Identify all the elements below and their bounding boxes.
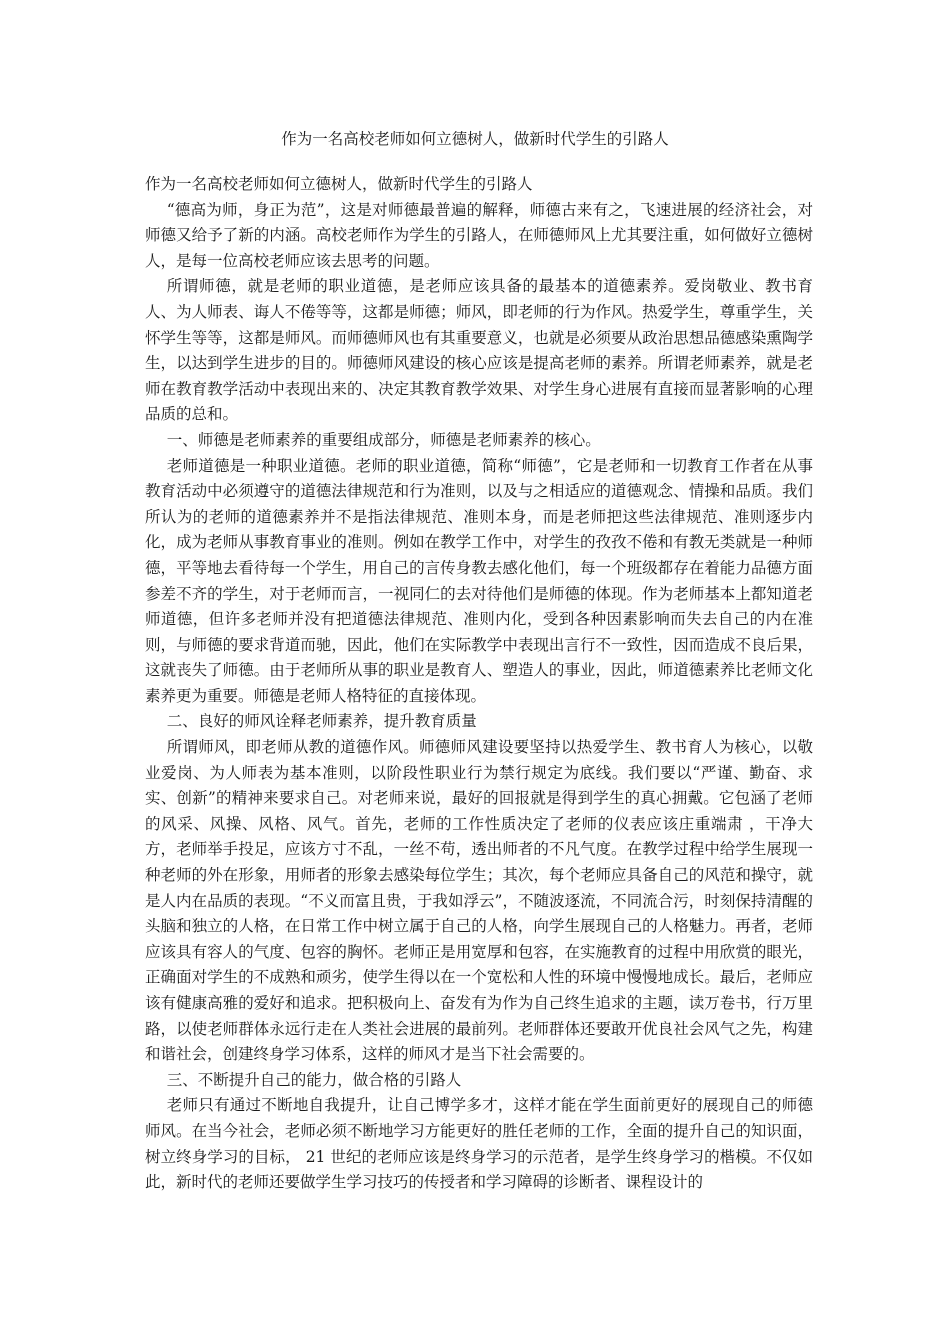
paragraph-subtitle: 作为一名高校老师如何立德树人，做新时代学生的引路人 [145, 175, 533, 193]
section-heading-3: 三、不断提升自己的能力，做合格的引路人 [166, 1070, 462, 1089]
paragraph-section-1: 老师道德是一种职业道德。老师的职业道德，简称“师德”，它是老师和一切教育工作者在从事教育活动中必须遵守的道德法律规范和行为准则，以及与之相适应的道德观念、情操和品质。我们所认为的老师的道德素养并不是指法律规范、准则本身，而是老师把这些法律规范、准则逐步内化，成为老师从事教育事业的准则。例如在教学工作中，对学生的孜孜不倦和有教无类就是一种师德，平等地去看待每一个学生，用自己的言传身教去感化他们，每一个班级都存在着能力品德方面参差不齐的学生，对于老师而言，一视同仁的去对待他们是师德的体现。作为老师基本上都知道老师道德，但许多老师并没有把道德法律规范、准则内化，受到各种因素影响而失去自己的内在准则，与师德的要求背道而驰，因此，他们在实际教学中表现出言行不一致性，因而造成不良后果，这就丧失了师德。由于老师所从事的职业是教育人、塑造人的事业，因此，师道德素养比老师文化素养更为重要。师德是老师人格特征的直接体现。 [145, 456, 813, 705]
paragraph-intro: “德高为师，身正为范”，这是对师德最普遍的解释，师德古来有之，飞速进展的经济社会，对师德又给予了新的内涵。高校老师作为学生的引路人，在师德师风上尤其要注重，如何做好立德树人，是每一位高校老师应该去思考的问题。 [145, 200, 813, 270]
section-heading-2: 二、良好的师风诠释老师素养，提升教育质量 [166, 712, 477, 731]
document-title: 作为一名高校老师如何立德树人，做新时代学生的引路人 [281, 130, 669, 148]
paragraph-section-3: 老师只有通过不断地自我提升，让自己博学多才，这样才能在学生面前更好的展现自己的师德师风。在当今社会，老师必须不断地学习方能更好的胜任老师的工作，全面的提升自己的知识面，树立终身学习的目标， 21 世纪的老师应该是终身学习的示范者，是学生终身学习的楷模。不仅如此，新时代的老师还要做学生学习技巧的传授者和学习障碍的诊断者、课程设计的 [145, 1096, 813, 1192]
paragraph-section-2: 所谓师风，即老师从教的道德作风。师德师风建设要坚持以热爱学生、教书育人为核心，以敬业爱岗、为人师表为基本准则，以阶段性职业行为禁行规定为底线。我们要以“严谨、勤奋、求实、创新”的精神来要求自己。对老师来说，最好的回报就是得到学生的真心拥戴。它包涵了老师的风采、风操、风格、风气。首先，老师的工作性质决定了老师的仪表应该庄重端肃 ，干净大方，老师举手投足，应该方寸不乱，一丝不苟，透出师者的不凡气度。在教学过程中给学生展现一种老师的外在形象，用师者的形象去感染每位学生；其次，每个老师应具备自己的风范和操守，就是人内在品质的表现。“不义而富且贵，于我如浮云”，不随波逐流，不同流合污，时刻保持清醒的头脑和独立的人格，在日常工作中树立属于自己的人格，向学生展现自己的人格魅力。再者，老师应该具有容人的气度、包容的胸怀。老师正是用宽厚和包容，在实施教育的过程中用欣赏的眼光，正确面对学生的不成熟和顽劣，使学生得以在一个宽松和人性的环境中慢慢地成长。最后，老师应该有健康高雅的爱好和追求。把积极向上、奋发有为作为自己终生追求的主题，读万卷书，行万里路，以使老师群体永远行走在人类社会进展的最前列。老师群体还要敢开优良社会风气之先，构建和谐社会，创建终身学习体系，这样的师风才是当下社会需要的。 [145, 738, 813, 1064]
paragraph-definition: 所谓师德，就是老师的职业道德，是老师应该具备的最基本的道德素养。爱岗敬业、教书育人、为人师表、诲人不倦等等，这都是师德；师风，即老师的行为作风。热爱学生，尊重学生，关怀学生等等，这都是师风。而师德师风也有其重要意义，也就是必须要从政治思想品德感染熏陶学生，以达到学生进步的目的。师德师风建设的核心应该是提高老师的素养。所谓老师素养，就是老师在教育教学活动中表现出来的、决定其教育教学效果、对学生身心进展有直接而显著影响的心理品质的总和。 [145, 277, 813, 424]
section-heading-1: 一、师德是老师素养的重要组成部分，师德是老师素养的核心。 [166, 430, 601, 449]
document-body [145, 172, 813, 1196]
